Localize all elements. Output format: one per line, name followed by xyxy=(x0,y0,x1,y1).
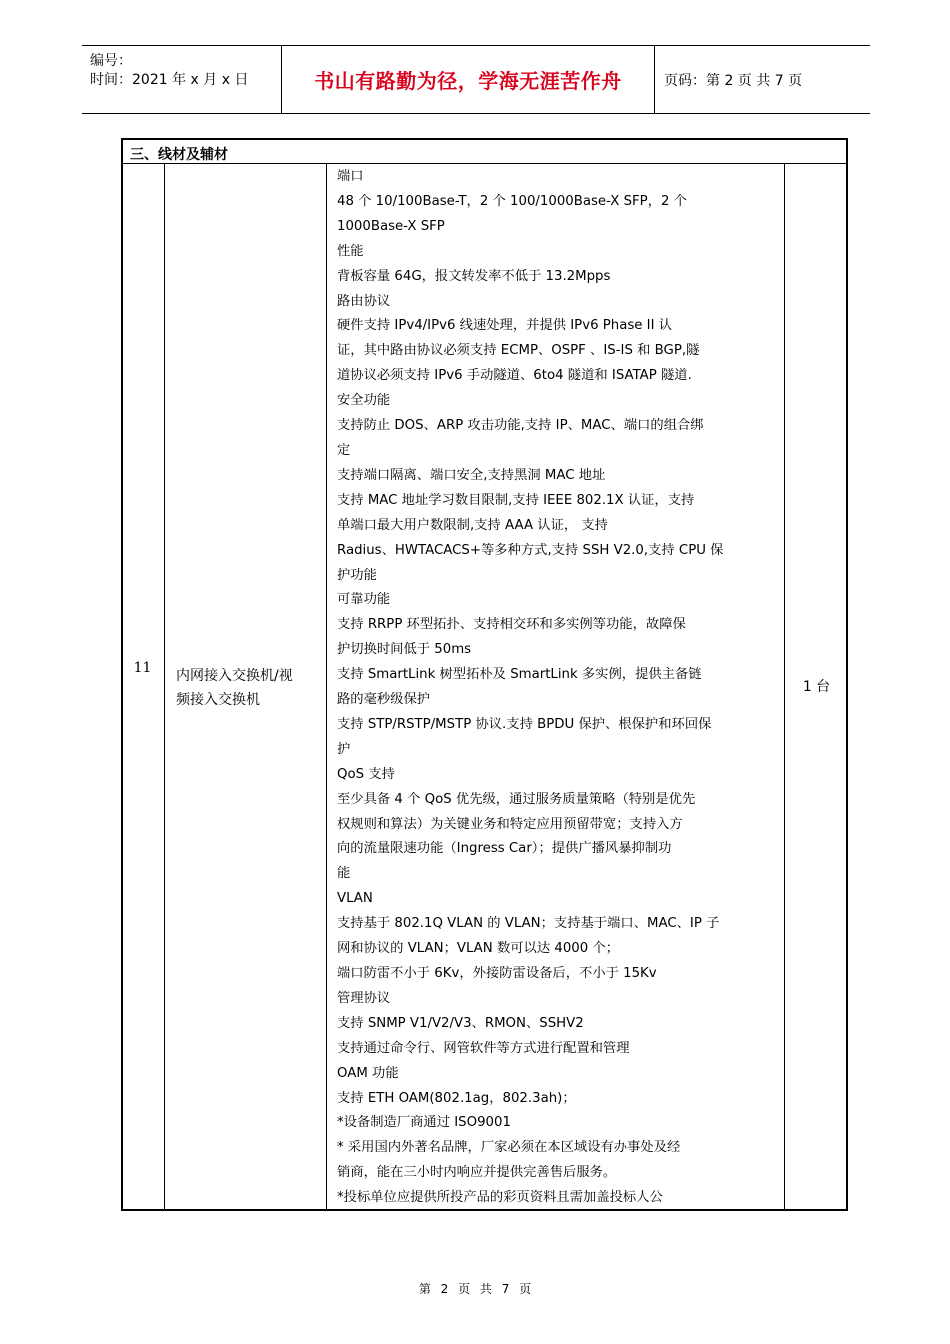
spec-line: 支持 SmartLink 树型拓朴及 SmartLink 多实例，提供主备链 xyxy=(337,667,702,683)
header-page-info: 页码：第 2 页 共 7 页 xyxy=(664,72,803,89)
spec-line: VLAN xyxy=(337,891,373,907)
spec-line: 支持端口隔离、端口安全,支持黑洞 MAC 地址 xyxy=(337,467,606,483)
spec-line: * 采用国内外著名品牌，厂家必须在本区域设有办事处及经 xyxy=(337,1140,681,1156)
header-divider xyxy=(654,46,655,113)
spec-line: 护 xyxy=(337,741,351,757)
spec-line: 管理协议 xyxy=(337,990,391,1006)
item-name-line: 频接入交换机 xyxy=(176,692,260,708)
spec-line: 支持 MAC 地址学习数目限制,支持 IEEE 802.1X 认证，支持 xyxy=(337,492,695,508)
spec-line: 安全功能 xyxy=(337,393,391,409)
spec-line: 权规则和算法）为关键业务和特定应用预留带宽；支持入方 xyxy=(337,816,683,832)
spec-line: 护功能 xyxy=(337,567,377,583)
spec-line: 路由协议 xyxy=(337,293,391,309)
spec-line: 道协议必须支持 IPv6 手动隧道、6to4 隧道和 ISATAP 隧道. xyxy=(337,368,692,384)
spec-line: 支持基于 802.1Q VLAN 的 VLAN；支持基于端口、MAC、IP 子 xyxy=(337,916,720,932)
spec-line: 至少具备 4 个 QoS 优先级，通过服务质量策略（特别是优先 xyxy=(337,791,696,807)
table-column-divider xyxy=(164,163,165,1210)
spec-line: 支持 STP/RSTP/MSTP 协议.支持 BPDU 保护、根保护和环回保 xyxy=(337,716,712,732)
spec-line: 定 xyxy=(337,442,351,458)
spec-line: 端口 xyxy=(337,169,364,184)
spec-line: 48 个 10/100Base-T，2 个 100/1000Base-X SFP，2 个 xyxy=(337,193,687,209)
document-number-label: 编号： xyxy=(90,53,132,69)
spec-line: 销商，能在三小时内响应并提供完善售后服务。 xyxy=(337,1165,617,1181)
spec-line: *设备制造厂商通过 ISO9001 xyxy=(337,1115,511,1131)
spec-line: 支持 RRPP 环型拓扑、支持相交环和多实例等功能，故障保 xyxy=(337,617,686,633)
spec-line: Radius、HWTACACS+等多种方式,支持 SSH V2.0,支持 CPU 保 xyxy=(337,542,724,558)
spec-line: 网和协议的 VLAN；VLAN 数可以达 4000 个； xyxy=(337,941,620,957)
header-meta xyxy=(90,52,248,90)
spec-line: 背板容量 64G，报文转发率不低于 13.2Mpps xyxy=(337,268,611,284)
spec-line: 能 xyxy=(337,866,351,882)
page-header xyxy=(82,45,870,114)
section-title: 三、线材及辅材 xyxy=(130,147,228,163)
item-name-line: 内网接入交换机/视 xyxy=(176,668,293,684)
item-number: 11 xyxy=(133,660,152,676)
table-row-divider xyxy=(121,163,848,164)
spec-line: 证，其中路由协议必须支持 ECMP、OSPF 、IS-IS 和 BGP,隧 xyxy=(337,343,700,359)
spec-line: 1000Base-X SFP xyxy=(337,218,445,234)
header-motto: 书山有路勤为径，学海无涯苦作舟 xyxy=(314,69,622,93)
spec-line: 可靠功能 xyxy=(337,592,391,608)
spec-line: 端口防雷不小于 6Kv，外接防雷设备后，不小于 15Kv xyxy=(337,966,657,981)
spec-line: 支持 ETH OAM(802.1ag，802.3ah)； xyxy=(337,1090,576,1106)
item-spec-list xyxy=(337,165,777,1211)
spec-line: QoS 支持 xyxy=(337,766,395,782)
item-quantity: 1 台 xyxy=(802,679,831,695)
spec-line: 路的毫秒级保护 xyxy=(337,692,431,708)
spec-line: 性能 xyxy=(337,243,364,259)
table-border-right xyxy=(846,138,848,1211)
spec-line: *投标单位应提供所投产品的彩页资料且需加盖投标人公 xyxy=(337,1190,663,1206)
spec-line: OAM 功能 xyxy=(337,1065,399,1081)
spec-line: 向的流量限速功能（Ingress Car）；提供广播风暴抑制功 xyxy=(337,841,672,857)
spec-line: 护切换时间低于 50ms xyxy=(337,642,472,658)
spec-line: 硬件支持 IPv4/IPv6 线速处理，并提供 IPv6 Phase II 认 xyxy=(337,318,673,334)
spec-line: 支持通过命令行、网管软件等方式进行配置和管理 xyxy=(337,1040,630,1056)
spec-line: 支持 SNMP V1/V2/V3、RMON、SSHV2 xyxy=(337,1015,584,1031)
table-column-divider xyxy=(326,163,327,1210)
document-date-label: 时间：2021 年 x 月 x 日 xyxy=(90,72,249,88)
page-footer: 第 2 页 共 7 页 xyxy=(418,1282,532,1296)
spec-line: 单端口最大用户数限制,支持 AAA 认证， 支持 xyxy=(337,517,608,533)
table-border-top xyxy=(121,138,848,140)
spec-line: 支持防止 DOS、ARP 攻击功能,支持 IP、MAC、端口的组合绑 xyxy=(337,418,704,434)
item-name xyxy=(176,664,321,712)
